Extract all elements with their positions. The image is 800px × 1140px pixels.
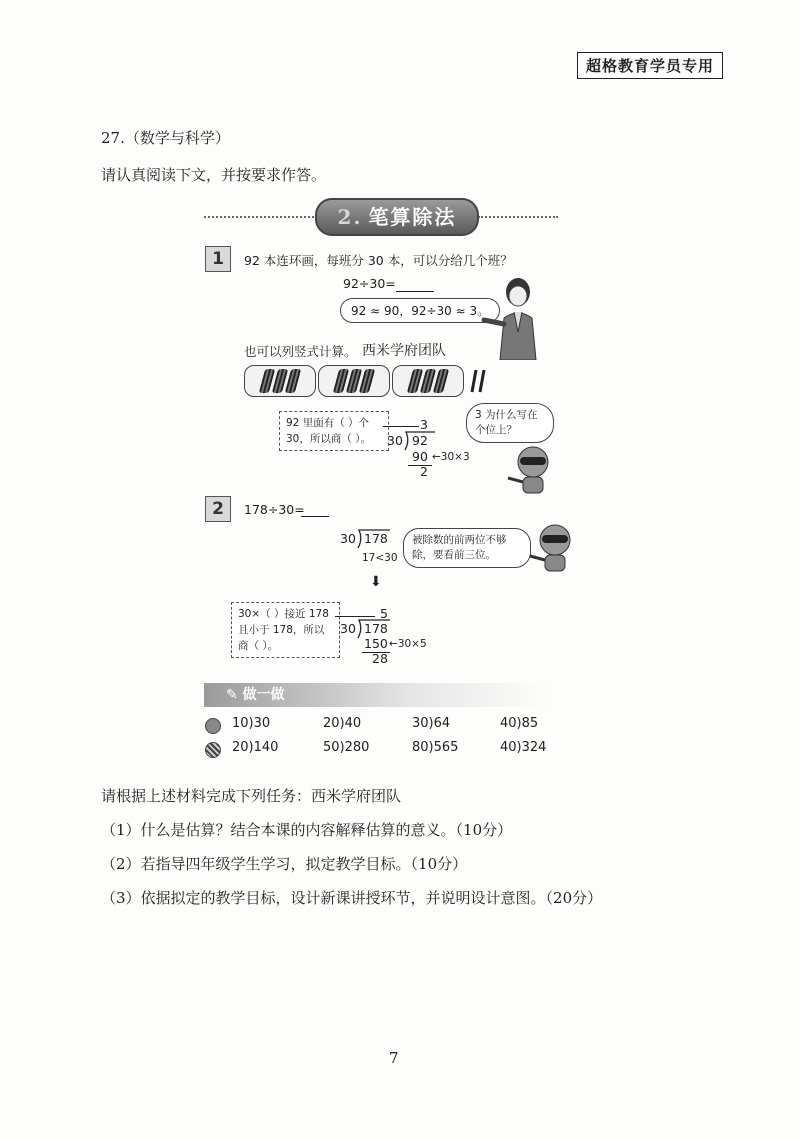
bundle-of-30 — [244, 365, 316, 397]
task-item-2: （2）若指导四年级学生学习，拟定教学目标。（10分） — [101, 855, 468, 873]
robot-illustration — [506, 444, 560, 496]
robot-question-bubble: 3 为什么写在个位上？ — [466, 403, 554, 443]
dotted-divider-right — [478, 216, 558, 218]
row-1-icon — [205, 718, 221, 734]
practice-item: 30)64 — [412, 716, 451, 731]
example-1-note: 也可以列竖式计算。 — [244, 344, 357, 359]
watermark-1: 西米学府团队 — [362, 343, 446, 359]
dotted-divider-left — [204, 216, 314, 218]
loose-sticks — [466, 368, 488, 394]
product-2: 150 — [364, 636, 388, 651]
robot-illustration-2 — [528, 522, 582, 574]
practice-item: 10)30 — [232, 716, 271, 731]
quotient-1: 3 — [420, 417, 428, 432]
practice-item: 80)565 — [412, 740, 459, 755]
divisor-1: 30 — [387, 433, 403, 448]
reasoning-box-2: 30×（ ）接近 178 且小于 178，所以商（ ）。 — [231, 602, 340, 658]
divisor-2b: 30 — [340, 621, 356, 636]
example-2-equation: 178÷30= — [244, 502, 305, 517]
banner-title: 笔算除法 — [368, 205, 457, 229]
watermark-2: 西米学府团队 — [311, 787, 402, 805]
header-label: 超格教育学员专用 — [577, 52, 723, 79]
page-number: 7 — [389, 1049, 399, 1067]
down-arrow-icon: ⬇ — [370, 574, 382, 590]
practice-item: 40)324 — [500, 740, 547, 755]
example-1-number: 1 — [205, 246, 231, 272]
practice-item: 20)140 — [232, 740, 279, 755]
practice-item: 20)40 — [323, 716, 362, 731]
example-2-number: 2 — [205, 496, 231, 522]
tasks-intro — [101, 785, 401, 806]
compare-note: 17<30 — [362, 552, 398, 564]
remainder-2: 28 — [372, 651, 388, 666]
practice-header — [204, 683, 549, 707]
bundle-of-30 — [318, 365, 390, 397]
estimate-bubble: 92 ≈ 90，92÷30 ≈ 3。 — [340, 298, 500, 323]
product-note-1: ←30×3 — [432, 451, 470, 463]
tasks-intro-text: 请根据上述材料完成下列任务： — [101, 787, 312, 805]
product-note-2: ←30×5 — [389, 638, 427, 650]
practice-item: 40)85 — [500, 716, 539, 731]
pointer-line-2 — [335, 616, 375, 617]
answer-blank — [396, 291, 434, 292]
dividend-2b: 178 — [364, 621, 388, 636]
question-number: 27.（数学与科学） — [101, 129, 230, 147]
pointer-line — [383, 426, 419, 427]
example-1-equation: 92÷30= — [343, 276, 396, 291]
dividend-1: 92 — [412, 433, 428, 448]
teacher-illustration — [478, 276, 558, 360]
task-item-1: （1）什么是估算？结合本课的内容解释估算的意义。（10分） — [101, 821, 513, 839]
divisor-2: 30 — [340, 531, 356, 546]
practice-title: 做一做 — [242, 687, 285, 703]
answer-blank-2 — [301, 516, 329, 517]
robot-hint-bubble: 被除数的前两位不够除，要看前三位。 — [403, 528, 531, 568]
row-2-icon — [205, 742, 221, 758]
reasoning-box-1: 92 里面有（ ）个 30，所以商（ ）。 — [279, 411, 389, 451]
example-1-problem: 92 本连环画，每班分 30 本，可以分给几个班？ — [244, 253, 513, 268]
bundle-of-30 — [392, 365, 464, 397]
question-instruction: 请认真阅读下文，并按要求作答。 — [101, 166, 327, 184]
pencil-icon: ✎ — [226, 687, 243, 703]
quotient-2: 5 — [380, 606, 388, 621]
remainder-1: 2 — [420, 464, 428, 479]
banner-number: 2. — [337, 205, 363, 229]
dividend-2: 178 — [364, 531, 388, 546]
practice-item: 50)280 — [323, 740, 370, 755]
product-1: 90 — [412, 449, 428, 464]
section-banner — [315, 198, 479, 236]
task-item-3: （3）依据拟定的教学目标，设计新课讲授环节，并说明设计意图。（20分） — [101, 889, 603, 907]
